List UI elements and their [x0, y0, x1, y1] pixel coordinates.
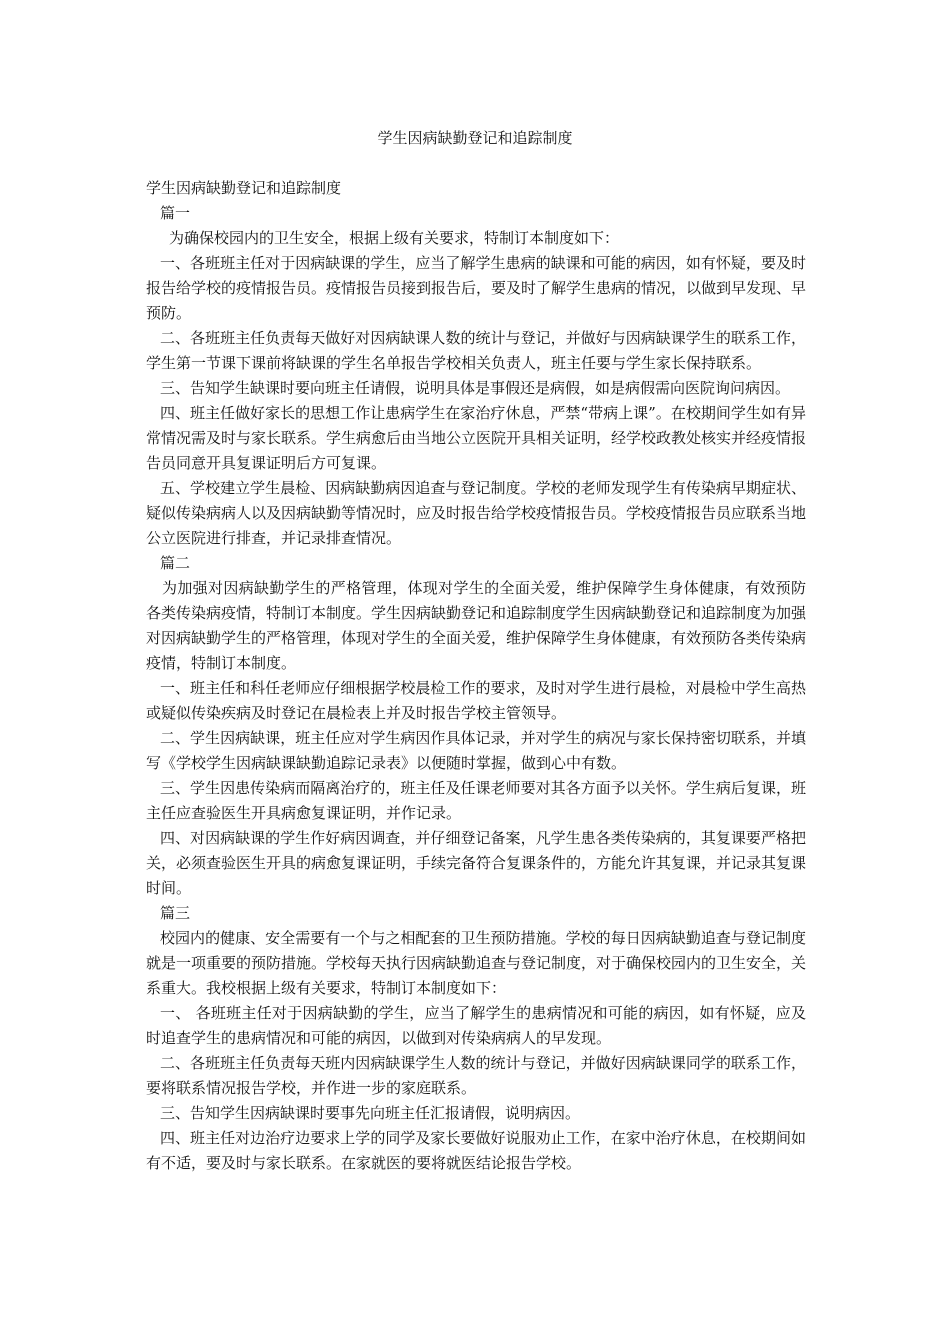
document-body [146, 176, 806, 1176]
part1-item-2: 二、各班班主任负责每天做好对因病缺课人数的统计与登记，并做好与因病缺课学生的联系工作，学生第一节课下课前将缺课的学生名单报告学校相关负责人，班主任要与学生家长保持联系。 [146, 329, 806, 372]
part2-item-4: 四、对因病缺课的学生作好病因调查，并仔细登记备案，凡学生患各类传染病的，其复课要严格把关，必须查验医生开具的病愈复课证明，手续完备符合复课条件的，方能允许其复课，并记录其复课时间。 [146, 829, 807, 897]
document-title: 学生因病缺勤登记和追踪制度 [377, 129, 573, 147]
part3-item-2: 二、各班班主任负责每天班内因病缺课学生人数的统计与登记，并做好因病缺课同学的联系工作，要将联系情况报告学校，并作进一步的家庭联系。 [146, 1054, 806, 1097]
part3-intro: 校园内的健康、安全需要有一个与之相配套的卫生预防措施。学校的每日因病缺勤追查与登记制度就是一项重要的预防措施。学校每天执行因病缺勤追查与登记制度，对于确保校园内的卫生安全，关系重大。我校根据上级有关要求，特制订本制度如下： [146, 929, 807, 997]
document-subtitle: 学生因病缺勤登记和追踪制度 [146, 179, 342, 197]
part1-item-5: 五、学校建立学生晨检、因病缺勤病因追查与登记制度。学校的老师发现学生有传染病早期症状、疑似传染病病人以及因病缺勤等情况时，应及时报告给学校疫情报告员。学校疫情报告员应联系当地公立医院进行排查，并记录排查情况。 [146, 479, 807, 547]
part1-item-1: 一、各班班主任对于因病缺课的学生，应当了解学生患病的缺课和可能的病因，如有怀疑，要及时报告给学校的疫情报告员。疫情报告员接到报告后，要及时了解学生患病的情况，以做到早发现、早预防。 [146, 254, 807, 322]
part2-intro: 为加强对因病缺勤学生的严格管理，体现对学生的全面关爱，维护保障学生身体健康，有效预防各类传染病疫情，特制订本制度。学生因病缺勤登记和追踪制度学生因病缺勤登记和追踪制度为加强对因病缺勤学生的严格管理，体现对学生的全面关爱，维护保障学生身体健康，有效预防各类传染病疫情，特制订本制度。 [146, 579, 807, 672]
part2-item-1: 一、班主任和科任老师应仔细根据学校晨检工作的要求，及时对学生进行晨检，对晨检中学生高热或疑似传染疾病及时登记在晨检表上并及时报告学校主管领导。 [146, 679, 806, 722]
section-label-part3: 篇三 [160, 904, 191, 922]
part1-item-4: 四、班主任做好家长的思想工作让患病学生在家治疗休息，严禁“带病上课”。在校期间学生如有异常情况需及时与家长联系。学生病愈后由当地公立医院开具相关证明，经学校政教处核实并经疫情报告员同意开具复课证明后方可复课。 [146, 404, 807, 472]
part1-item-3: 三、告知学生缺课时要向班主任请假，说明具体是事假还是病假，如是病假需向医院询问病因。 [160, 379, 791, 397]
part1-intro: 为确保校园内的卫生安全，根据上级有关要求，特制订本制度如下： [169, 229, 620, 247]
section-label-part1: 篇一 [160, 204, 191, 222]
part2-item-2: 二、学生因病缺课，班主任应对学生病因作具体记录，并对学生的病况与家长保持密切联系，并填写《学校学生因病缺课缺勤追踪记录表》以便随时掌握，做到心中有数。 [146, 729, 806, 772]
part3-item-3: 三、告知学生因病缺课时要事先向班主任汇报请假，说明病因。 [160, 1104, 581, 1122]
section-label-part2: 篇二 [160, 554, 191, 572]
part3-item-1: 一、 各班班主任对于因病缺勤的学生，应当了解学生的患病情况和可能的病因，如有怀疑，应及时追查学生的患病情况和可能的病因，以做到对传染病病人的早发现。 [146, 1004, 806, 1047]
part2-item-3: 三、学生因患传染病而隔离治疗的，班主任及任课老师要对其各方面予以关怀。学生病后复课，班主任应查验医生开具病愈复课证明，并作记录。 [146, 779, 806, 822]
part3-item-4: 四、班主任对边治疗边要求上学的同学及家长要做好说服劝止工作，在家中治疗休息，在校期间如有不适，要及时与家长联系。在家就医的要将就医结论报告学校。 [146, 1129, 806, 1172]
